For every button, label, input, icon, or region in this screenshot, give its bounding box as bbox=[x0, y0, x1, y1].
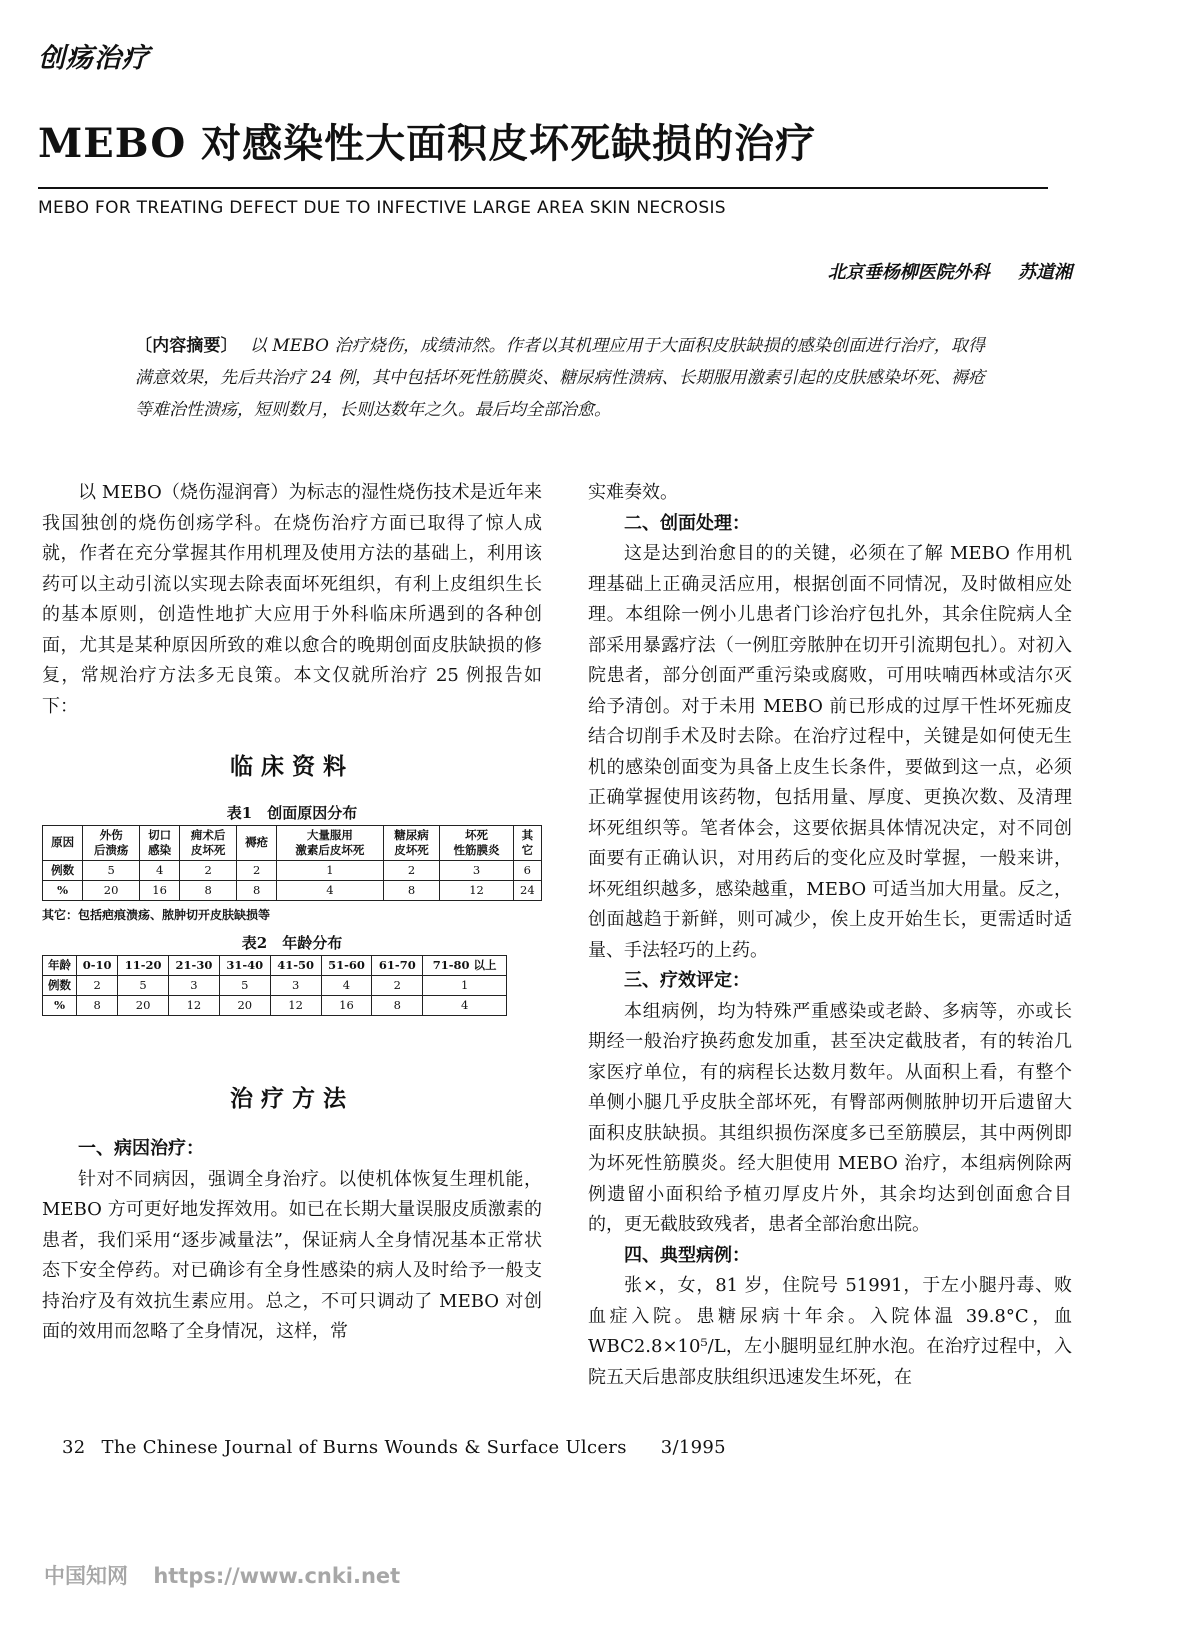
table-row-count bbox=[43, 975, 507, 995]
table-cell: 16 bbox=[140, 880, 180, 900]
table-cell: 12 bbox=[169, 995, 220, 1015]
abstract bbox=[135, 330, 985, 426]
table-cell: 切口 感染 bbox=[140, 825, 180, 860]
table-cell: 51-60 bbox=[321, 955, 372, 975]
row-header-cell: 年龄 bbox=[43, 955, 77, 975]
table-cell: 11-20 bbox=[118, 955, 169, 975]
table-cell: 5 bbox=[83, 860, 140, 880]
table-cell: 8 bbox=[237, 880, 277, 900]
table-age-distribution bbox=[42, 955, 507, 1016]
affiliation: 北京垂杨柳医院外科 bbox=[827, 262, 990, 283]
table-row-percent bbox=[43, 880, 542, 900]
page-number: 32 bbox=[62, 1437, 86, 1458]
row-header-cell: 例数 bbox=[43, 860, 83, 880]
row-header-cell: % bbox=[43, 995, 77, 1015]
row-header-cell: 原因 bbox=[43, 825, 83, 860]
table-cell: 20 bbox=[219, 995, 270, 1015]
issue-number: 3/1995 bbox=[660, 1437, 726, 1458]
table-cell: 24 bbox=[513, 880, 541, 900]
table-cell: 21-30 bbox=[169, 955, 220, 975]
row-header-cell: % bbox=[43, 880, 83, 900]
author: 苏道湘 bbox=[1018, 262, 1072, 283]
article-title-english: MEBO FOR TREATING DEFECT DUE TO INFECTIVE LARGE AREA SKIN NECROSIS bbox=[38, 198, 726, 218]
table-cell: 41-50 bbox=[270, 955, 321, 975]
table-cell: 1 bbox=[423, 975, 507, 995]
table-cell: 1 bbox=[277, 860, 383, 880]
table-cell: 3 bbox=[169, 975, 220, 995]
table-cell: 71-80 以上 bbox=[423, 955, 507, 975]
section-heading-methods: 治疗方法 bbox=[230, 1085, 354, 1112]
table-cell: 2 bbox=[77, 975, 118, 995]
watermark bbox=[44, 1560, 400, 1590]
table-cell: 4 bbox=[277, 880, 383, 900]
table-row-count bbox=[43, 860, 542, 880]
table-cell: 2 bbox=[372, 975, 423, 995]
table-cell: 8 bbox=[383, 880, 440, 900]
table-header-row bbox=[43, 955, 507, 975]
table-cell: 痈术后 皮坏死 bbox=[180, 825, 237, 860]
watermark-brand: 中国知网 bbox=[44, 1564, 128, 1588]
table-cell: 4 bbox=[321, 975, 372, 995]
table-cell: 12 bbox=[270, 995, 321, 1015]
table-cell: 其 它 bbox=[513, 825, 541, 860]
table-cell: 20 bbox=[83, 880, 140, 900]
table-cell: 8 bbox=[180, 880, 237, 900]
table-cell: 5 bbox=[118, 975, 169, 995]
row-header-cell: 例数 bbox=[43, 975, 77, 995]
table1-caption: 表1 创面原因分布 bbox=[226, 803, 358, 822]
table-row-percent bbox=[43, 995, 507, 1015]
table1-note: 其它：包括疤痕溃疡、脓肿切开皮肤缺损等 bbox=[42, 907, 271, 922]
table-cell: 8 bbox=[372, 995, 423, 1015]
table-cell: 4 bbox=[140, 860, 180, 880]
table-cell: 5 bbox=[219, 975, 270, 995]
watermark-url: https://www.cnki.net bbox=[153, 1564, 401, 1588]
table-cell: 3 bbox=[270, 975, 321, 995]
abstract-label: 〔内容摘要〕 bbox=[135, 336, 238, 356]
table-cell: 褥疮 bbox=[237, 825, 277, 860]
intro-paragraph: 以 MEBO（烧伤湿润膏）为标志的湿性烧伤技术是近年来我国独创的烧伤创疡学科。在烧伤治疗方面已取得了惊人成就，作者在充分掌握其作用机理及使用方法的基础上，利用该药可以主动引流以实现去除表面坏死组织，有利上皮组织生长的基本原则，创造性地扩大应用于外科临床所遇到的各种创面，尤其是某种原因所致的难以愈合的晚期创面皮肤缺损的修复，常规治疗方法多无良策。本文仅就所治疗 25 例报告如下： bbox=[42, 482, 542, 717]
table-cell: 坏死 性筋膜炎 bbox=[440, 825, 513, 860]
left-column bbox=[42, 478, 542, 1348]
efficacy-paragraph: 本组病例，均为特殊严重感染或老龄、多病等，亦或长期经一般治疗换药愈发加重，甚至决定截肢者，有的转治几家医疗单位，有的病程长达数月数年。从面积上看，有整个单侧小腿几乎皮肤全部坏死，有臀部两侧脓肿切开后遗留大面积皮肤缺损。其组织损伤深度多已至筋膜层，其中两例即为坏死性筋膜炎。经大胆使用 MEBO 治疗，本组病例除两例遗留小面积给予植刃厚皮片外，其余均达到创面愈合目的，更无截肢致残者，患者全部治愈出院。 bbox=[588, 1000, 1072, 1235]
byline bbox=[828, 258, 1072, 284]
table2-caption: 表2 年龄分布 bbox=[241, 933, 343, 952]
table-cell: 大量服用 激素后皮坏死 bbox=[277, 825, 383, 860]
table-cell: 61-70 bbox=[372, 955, 423, 975]
article-title: MEBO 对感染性大面积皮坏死缺损的治疗 bbox=[38, 120, 817, 167]
continued-text: 实难奏效。 bbox=[588, 482, 678, 503]
subheading-etiology: 一、病因治疗： bbox=[78, 1138, 204, 1159]
table-cell: 31-40 bbox=[219, 955, 270, 975]
table-cause-distribution bbox=[42, 825, 542, 901]
title-rule bbox=[38, 187, 1048, 189]
case-paragraph: 张×，女，81 岁，住院号 51991，于左小腿丹毒、败血症入院。患糖尿病十年余。入院体温 39.8°C，血 WBC2.8×10⁵/L，左小腿明显红肿水泡。在治疗过程中，入院五天后患部皮肤组织迅速发生坏死，在 bbox=[588, 1275, 1072, 1388]
table-cell: 糖尿病 皮坏死 bbox=[383, 825, 440, 860]
subheading-wound-care: 二、创面处理： bbox=[624, 512, 750, 534]
table-cell: 20 bbox=[118, 995, 169, 1015]
table-cell: 6 bbox=[513, 860, 541, 880]
abstract-text: 以 MEBO 治疗烧伤，成绩沛然。作者以其机理应用于大面积皮肤缺损的感染创面进行治疗，取得满意效果，先后共治疗 24 例，其中包括坏死性筋膜炎、糖尿病性溃病、长期服用激素引起的皮肤感染坏死、褥疮等难治性溃疡，短则数月，长则达数年之久。最后均全部治愈。 bbox=[135, 336, 985, 420]
table-cell: 2 bbox=[383, 860, 440, 880]
section-heading-clinical: 临床资料 bbox=[230, 754, 354, 780]
journal-name: The Chinese Journal of Burns Wounds & Surface Ulcers bbox=[101, 1437, 627, 1458]
page-footer bbox=[62, 1437, 726, 1458]
table-header-row bbox=[43, 825, 542, 860]
table-cell: 8 bbox=[77, 995, 118, 1015]
table-cell: 2 bbox=[180, 860, 237, 880]
table-cell: 12 bbox=[440, 880, 513, 900]
table-cell: 4 bbox=[423, 995, 507, 1015]
section-tag: 创疡治疗 bbox=[38, 43, 150, 74]
subheading-case: 四、典型病例： bbox=[624, 1244, 750, 1266]
table-cell: 外伤 后溃疡 bbox=[83, 825, 140, 860]
table-cell: 3 bbox=[440, 860, 513, 880]
table-cell: 16 bbox=[321, 995, 372, 1015]
wound-care-paragraph: 这是达到治愈目的的关键，必须在了解 MEBO 作用机理基础上正确灵活应用，根据创面不同情况，及时做相应处理。本组除一例小儿患者门诊治疗包扎外，其余住院病人全部采用暴露疗法（一例肛旁脓肿在切开引流期包扎）。对初入院患者，部分创面严重污染或腐败，可用呋喃西林或洁尔灭给予清创。对于未用 MEBO 前已形成的过厚干性坏死痂皮结合切削手术及时去除。在治疗过程中，关键是如何使无生机的感染创面变为具备上皮生长条件，要做到这一点，必须正确掌握使用该药物，包括用量、厚度、更换次数、及清理坏死组织等。笔者体会，这要依据具体情况决定，对不同创面要有正确认识，对用药后的变化应及时掌握，一般来讲，坏死组织越多，感染越重，MEBO 可适当加大用量。反之，创面越趋于新鲜，则可减少，俟上皮开始生长，更需适时适量、手法轻巧的上药。 bbox=[588, 543, 1072, 961]
right-column bbox=[588, 478, 1072, 1393]
subheading-efficacy: 三、疗效评定： bbox=[624, 970, 750, 991]
etiology-paragraph: 针对不同病因，强调全身治疗。以使机体恢复生理机能，MEBO 方可更好地发挥效用。如已在长期大量误服皮质激素的患者，我们采用“逐步减量法”，保证病人全身情况基本正常状态下安全停药。对已确诊有全身性感染的病人及时给予一般支持治疗及有效抗生素应用。总之，不可只调动了 MEBO 对创面的效用而忽略了全身情况，这样，常 bbox=[42, 1168, 542, 1342]
table-cell: 2 bbox=[237, 860, 277, 880]
table-cell: 0-10 bbox=[77, 955, 118, 975]
